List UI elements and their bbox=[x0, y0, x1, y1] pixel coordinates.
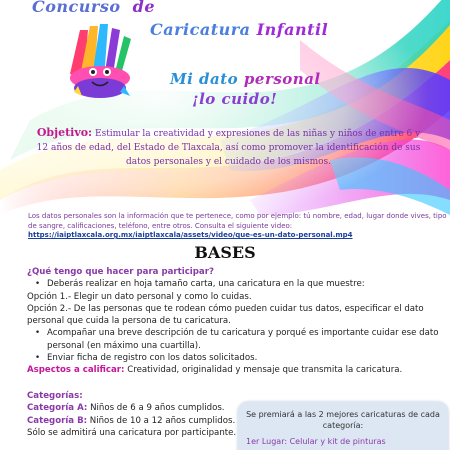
category-a-label: Categoría A: bbox=[27, 403, 88, 414]
title-mi-dato-personal: Mi dato personal bbox=[170, 70, 321, 88]
bullet-ficha-registro: • Enviar ficha de registro con los datos solicitados. bbox=[27, 352, 447, 364]
category-a bbox=[27, 402, 257, 414]
category-b-label: Categoría B: bbox=[27, 415, 88, 426]
objective-label: Objetivo: bbox=[36, 126, 93, 139]
bases-heading: BASES bbox=[194, 243, 256, 262]
categories-section bbox=[27, 390, 257, 440]
title-concurso: Concurso de bbox=[32, 0, 156, 16]
prize-box bbox=[238, 402, 448, 450]
crayons-illustration bbox=[60, 22, 140, 100]
single-entry-note: Sólo se admitirá una caricatura por participante. bbox=[27, 428, 237, 439]
bases-body bbox=[27, 266, 447, 377]
categories-title: Categorías: bbox=[27, 391, 83, 401]
participation-question: ¿Qué tengo que hacer para participar? bbox=[27, 267, 214, 277]
first-place: 1er Lugar: Celular y kit de pinturas bbox=[246, 437, 386, 446]
title-lo-cuido: ¡lo cuido! bbox=[192, 90, 278, 108]
title-caricatura-infantil: Caricatura Infantil bbox=[150, 20, 329, 39]
aspects-text: Creatividad, originalidad y mensaje que transmita la caricatura. bbox=[127, 365, 403, 376]
video-link[interactable]: https://iaiptlaxcala.org.mx/iaiptlaxcala/assets/video/que-es-un-dato-personal.mp4 bbox=[28, 231, 353, 239]
aspects-label: Aspectos a calificar: bbox=[27, 365, 125, 376]
category-b bbox=[27, 415, 257, 427]
objective-paragraph bbox=[36, 126, 421, 169]
objective-text: Estimular la creatividad y expresiones de las niñas y niños de entre 6 y 12 años de edad, del Estado de Tlaxcala, así como promover la identificación de sus datos personales y el cuidado de los mismos. bbox=[36, 129, 421, 167]
option-2: Opción 2.- De las personas que te rodean cómo pueden cuidar tus datos, especificar el dato personal que cuida la persona de tu caricatura. bbox=[27, 303, 424, 327]
category-a-text: Niños de 6 a 9 años cumplidos. bbox=[90, 403, 225, 414]
option-1: Opción 1.- Elegir un dato personal y como lo cuidas. bbox=[27, 291, 252, 302]
personal-data-text: Los datos personales son la información que te pertenece, como por ejemplo: tú nombre, edad, lugar donde vives, tipo de sangre, calificaciones, teléfono, entre otros. Consulta el siguiente video: bbox=[28, 212, 447, 230]
bullet-hoja-carta: • Deberás realizar en hoja tamaño carta, una caricatura en la que muestre: bbox=[27, 278, 447, 290]
personal-data-info bbox=[28, 212, 448, 241]
category-b-text: Niños de 10 a 12 años cumplidos. bbox=[89, 415, 236, 426]
aspects-line bbox=[27, 364, 447, 376]
bullet-descripcion: • Acompañar una breve descripción de tu caricatura y porqué es importante cuidar ese dato personal (en máximo una cuartilla). bbox=[27, 327, 447, 352]
prize-intro: Se premiará a las 2 mejores caricaturas de cada categoría: bbox=[246, 410, 440, 430]
